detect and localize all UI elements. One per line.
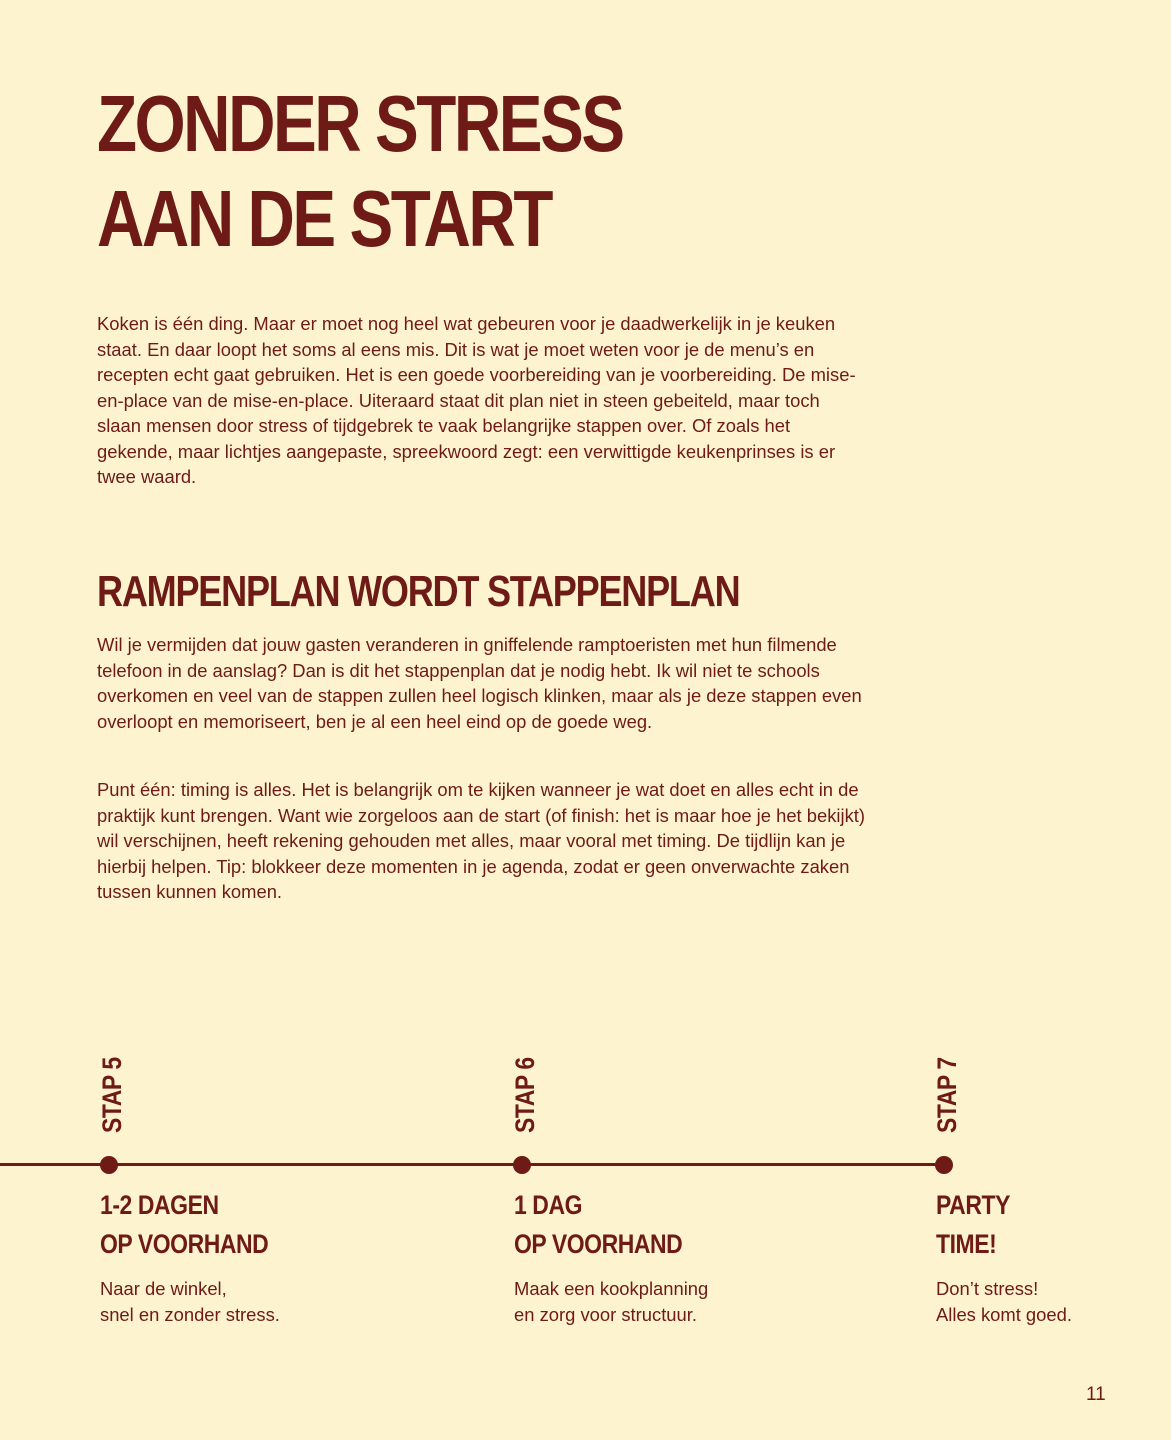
step-6-dot [513,1156,531,1174]
step-7-description: Don’t stress! Alles komt goed. [936,1278,1072,1325]
page-title [97,76,623,266]
step-6-label: STAP 6 [510,1057,540,1133]
step-5-when: 1-2 DAGEN OP VOORHAND [100,1190,269,1259]
step-7-label: STAP 7 [932,1057,962,1133]
body-paragraph-2: Punt één: timing is alles. Het is belangrijk om te kijken wanneer je wat doet en alles echt in de praktijk kunt brengen. Want wie zorgeloos aan de start (of finish: het is maar hoe je het bekijkt) wil verschijnen, heeft rekening gehouden met alles, maar vooral met timing. De tijdlijn kan je hierbij helpen. Tip: blokkeer deze momenten in je agenda, zodat er geen onverwachte zaken tussen kunnen komen. [97,779,866,902]
title-line-1: ZONDER STRESS [97,79,623,168]
title-line-2: AAN DE START [97,174,551,263]
step-5-description: Naar de winkel, snel en zonder stress. [100,1278,280,1325]
step-7-dot [935,1156,953,1174]
step-6-description: Maak een kookplanning en zorg voor structuur. [514,1278,709,1325]
page-number: 11 [1086,1384,1106,1405]
body-paragraph-1: Wil je vermijden dat jouw gasten veranderen in gniffelende ramptoeristen met hun filmende telefoon in de aanslag? Dan is dit het stappenplan dat je nodig hebt. Ik wil niet te schools overkomen en veel van de stappen zullen heel logisch klinken, maar als je deze stappen even overloopt en memoriseert, ben je al een heel eind op de goede weg. [97,634,862,732]
timeline-line [0,1163,946,1166]
step-5-dot [100,1156,118,1174]
step-6-when: 1 DAG OP VOORHAND [514,1190,683,1259]
intro-paragraph: Koken is één ding. Maar er moet nog heel wat gebeuren voor je daadwerkelijk in je keuken staat. En daar loopt het soms al eens mis. Dit is wat je moet weten voor je de menu’s en recepten echt gaat gebruiken. Het is een goede voorbereiding van je voorbereiding. De mise-en-place van de mise-en-place. Uiteraard staat dit plan niet in steen gebeiteld, maar toch slaan mensen door stress of tijdgebrek te vaak belangrijke stappen over. Of zoals het gekende, maar lichtjes aangepaste, spreekwoord zegt: een verwittigde keukenprinses is er twee waard. [97,313,856,487]
step-5-label: STAP 5 [97,1057,127,1133]
step-7-when: PARTY TIME! [936,1190,1010,1259]
section-heading: RAMPENPLAN WORDT STAPPENPLAN [97,567,740,616]
